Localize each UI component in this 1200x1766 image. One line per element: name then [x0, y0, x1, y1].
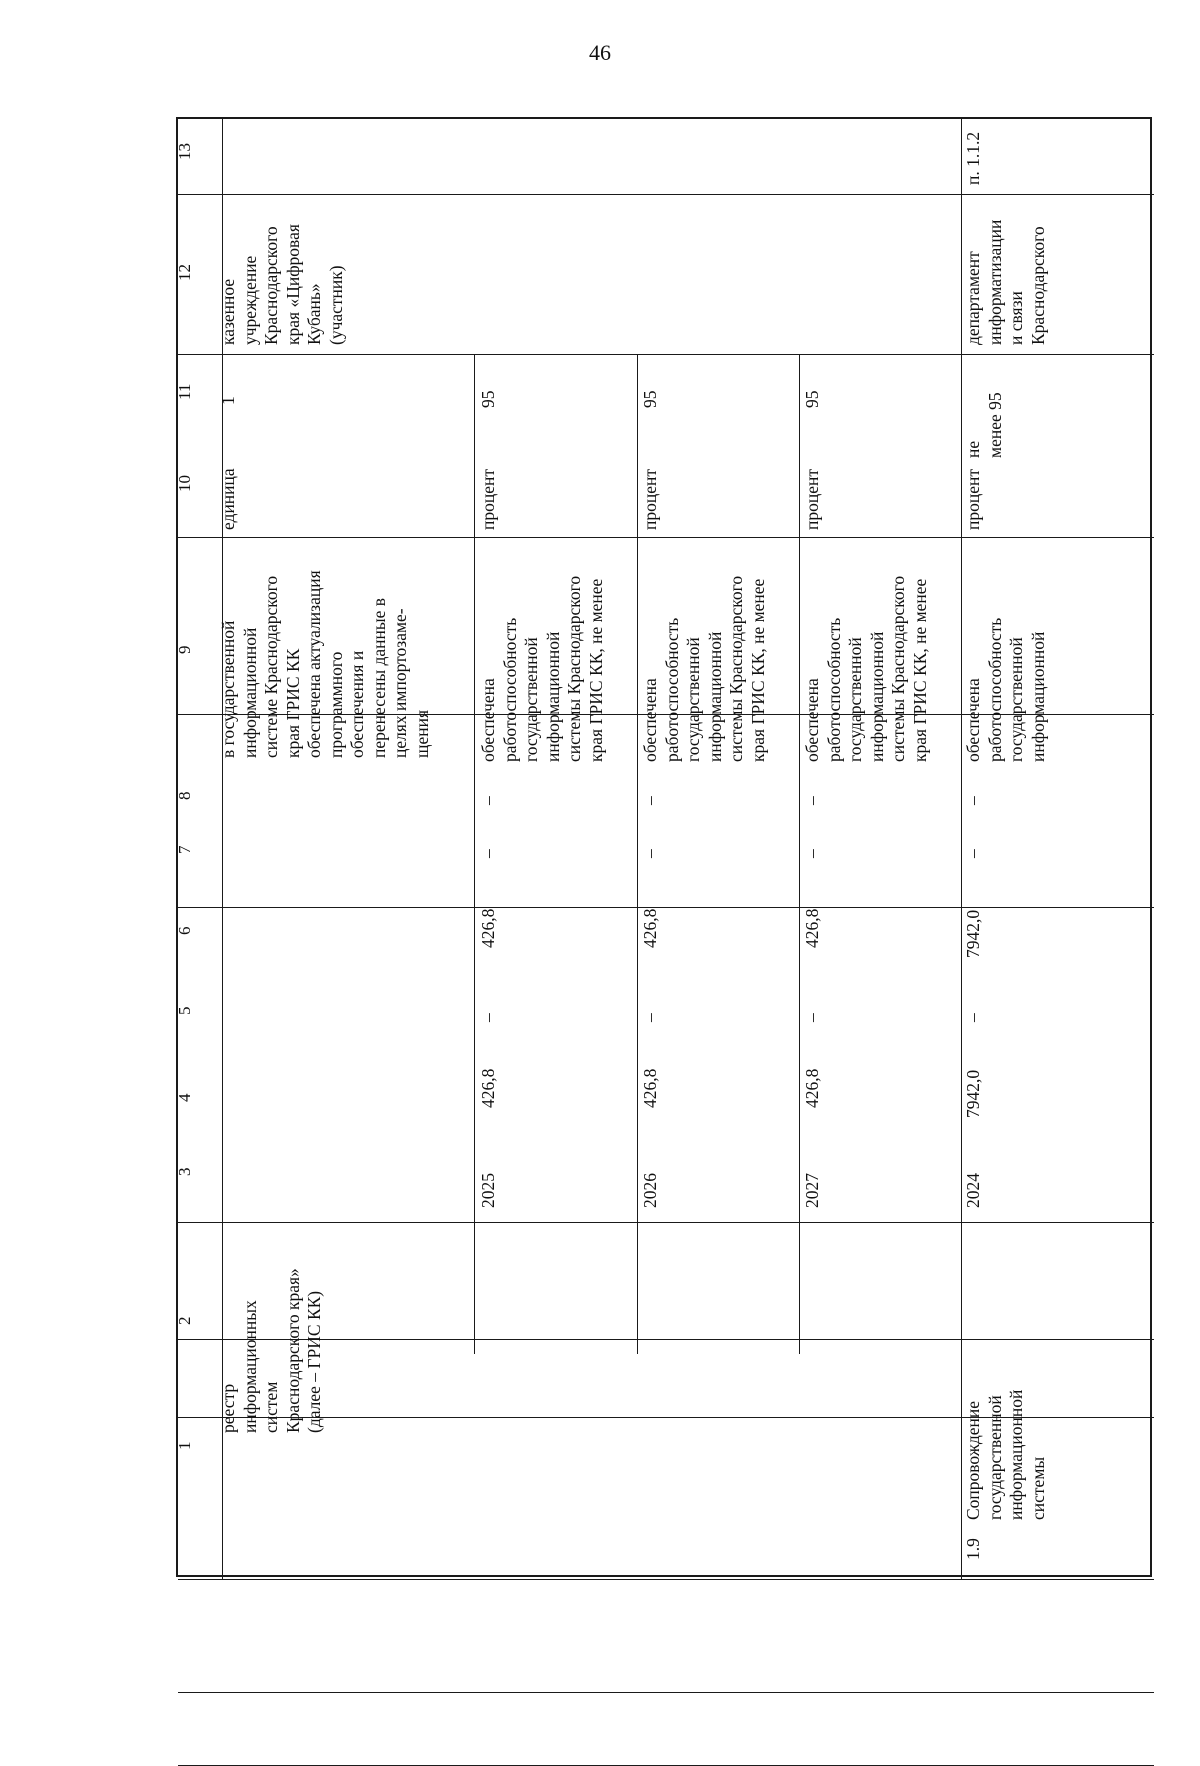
col5-cell: –	[640, 1013, 660, 1022]
indicator-line: обеспечена	[640, 678, 660, 762]
cont-executor-line: казенное	[218, 278, 238, 345]
cont-name-line: реестр	[218, 1383, 238, 1433]
header-col-5: 5	[175, 1006, 194, 1015]
year-cell: 2024	[963, 1173, 983, 1208]
indicator-line: края ГРИС КК, не менее	[585, 578, 606, 762]
grid-line	[178, 1579, 1154, 1580]
col6-cell: 426,8	[478, 908, 498, 948]
unit-cell: процент	[963, 468, 983, 530]
item-name	[963, 1390, 1049, 1520]
col7-cell: –	[478, 849, 498, 858]
indicator-line: системы Краснодарского	[564, 575, 584, 762]
indicator-line: края ГРИС КК, не менее	[747, 578, 768, 762]
total-cell: 426,8	[640, 1068, 660, 1108]
indicator-line: государственной	[845, 637, 865, 762]
cont-indicator-line: щения	[411, 709, 432, 758]
indicator-line: информационной	[704, 631, 725, 762]
cont-name-line: информационных	[239, 1300, 260, 1433]
grid-line	[474, 354, 475, 1354]
indicator-cell	[963, 618, 1049, 762]
cont-indicator-line: обеспечения и	[347, 650, 367, 758]
cont-indicator-line: целях импортозаме-	[390, 608, 410, 758]
cont-name	[218, 1268, 326, 1433]
col6-cell: 7942,0	[963, 909, 983, 958]
cont-indicator-line: информационной	[239, 627, 260, 758]
value-line: не	[963, 440, 983, 458]
grid-line	[961, 119, 962, 1579]
indicator-line: государственной	[521, 637, 541, 762]
indicator-line: информационной	[542, 631, 563, 762]
col8-cell: –	[802, 796, 822, 805]
unit-cell: процент	[478, 468, 498, 530]
col7-cell: –	[640, 849, 660, 858]
grid-line	[178, 354, 1154, 355]
executor-line: информатизации	[984, 219, 1005, 345]
indicator-cell	[640, 576, 769, 762]
year-cell: 2026	[640, 1173, 660, 1208]
col5-cell: –	[478, 1013, 498, 1022]
col5-cell: –	[802, 1013, 822, 1022]
header-col-2: 2	[175, 1316, 194, 1325]
col8-cell: –	[478, 796, 498, 805]
cont-indicator-line: системе Краснодарского	[261, 575, 281, 758]
item-name-line: системы	[1027, 1456, 1048, 1520]
indicator-line: обеспечена	[802, 678, 822, 762]
header-col-12: 12	[175, 264, 194, 281]
grid-line	[178, 194, 1154, 195]
total-cell: 7942,0	[963, 1069, 983, 1118]
grid-line	[178, 1222, 1154, 1223]
executor-line: и связи	[1006, 291, 1026, 345]
header-col-7: 7	[175, 845, 194, 854]
cont-executor-line: края «Цифровая	[282, 224, 303, 345]
indicator-line: государственной	[1006, 637, 1026, 762]
indicator-line: системы Краснодарского	[726, 575, 746, 762]
grid-line	[178, 537, 1154, 538]
unit-cell: процент	[802, 468, 822, 530]
header-col-10: 10	[175, 475, 194, 492]
col7-cell: –	[802, 849, 822, 858]
year-cell: 2027	[802, 1173, 822, 1208]
cont-indicator	[218, 570, 433, 758]
header-col-3: 3	[175, 1167, 194, 1176]
cont-executor-line: учреждение	[239, 255, 260, 345]
col6-cell: 426,8	[640, 908, 660, 948]
header-col-4: 4	[175, 1093, 194, 1102]
item-name-line: государственной	[984, 1395, 1005, 1520]
year-cell: 2025	[478, 1173, 498, 1208]
cont-executor-line: Краснодарского	[261, 226, 281, 345]
value-cell: 95	[640, 390, 660, 408]
cont-name-line: Краснодарского края»	[282, 1268, 303, 1433]
indicator-line: обеспечена	[478, 678, 498, 762]
value-cell: 95	[802, 390, 822, 408]
cont-executor	[218, 224, 347, 345]
indicator-cell	[478, 576, 607, 762]
indicator-line: работоспособность	[984, 617, 1005, 762]
header-col-13: 13	[175, 143, 194, 160]
header-col-1: 1	[175, 1441, 194, 1450]
executor-line: департамент	[963, 251, 983, 345]
header-col-9: 9	[175, 645, 194, 654]
header-col-11: 11	[175, 383, 194, 400]
indicator-line: информационной	[866, 631, 887, 762]
value-cell	[963, 392, 1006, 458]
col8-cell: –	[963, 796, 983, 805]
header-col-8: 8	[175, 791, 194, 800]
cont-indicator-line: в государственной	[218, 620, 238, 758]
page-number: 46	[589, 40, 611, 65]
cont-indicator-line: перенесены данные в	[368, 597, 389, 758]
value-cell: 95	[478, 390, 498, 408]
col6-cell: 426,8	[802, 908, 822, 948]
indicator-line: края ГРИС КК, не менее	[909, 578, 930, 762]
total-cell: 426,8	[478, 1068, 498, 1108]
value-line: менее 95	[984, 392, 1005, 458]
col5-cell: –	[963, 1013, 983, 1022]
grid-line	[799, 354, 800, 1354]
indicator-line: работоспособность	[823, 617, 844, 762]
indicator-line: работоспособность	[499, 617, 520, 762]
cont-name-line: (далее – ГРИС КК)	[304, 1290, 324, 1433]
total-cell: 426,8	[802, 1068, 822, 1108]
cont-name-line: систем	[261, 1381, 281, 1433]
executor-cell	[963, 220, 1049, 345]
header-col-6: 6	[175, 926, 194, 935]
executor-line: Краснодарского	[1027, 226, 1048, 345]
cont-value: 1	[218, 396, 238, 405]
indicator-line: информационной	[1027, 631, 1048, 762]
reference-cell: п. 1.1.2	[963, 131, 983, 185]
indicator-line: обеспечена	[963, 678, 983, 762]
item-name-line: информационной	[1006, 1389, 1026, 1520]
unit-cell: процент	[640, 468, 660, 530]
cont-indicator-line: обеспечена актуализация	[304, 570, 324, 758]
indicator-line: государственной	[683, 637, 703, 762]
cont-executor-line: Кубань»	[304, 283, 324, 345]
col7-cell: –	[963, 849, 983, 858]
indicator-cell	[802, 576, 931, 762]
indicator-line: системы Краснодарского	[888, 575, 908, 762]
cont-indicator-line: программного	[325, 651, 346, 758]
indicator-line: работоспособность	[661, 617, 682, 762]
cont-indicator-line: края ГРИС КК	[282, 648, 303, 758]
grid-line	[637, 354, 638, 1354]
item-name-line: Сопровождение	[963, 1400, 983, 1520]
item-number: 1.9	[963, 1538, 983, 1560]
col8-cell: –	[640, 796, 660, 805]
grid-line	[178, 1692, 1154, 1693]
grid-line	[178, 907, 1154, 908]
cont-executor-line: (участник)	[325, 265, 346, 345]
cont-unit: единица	[218, 468, 238, 530]
